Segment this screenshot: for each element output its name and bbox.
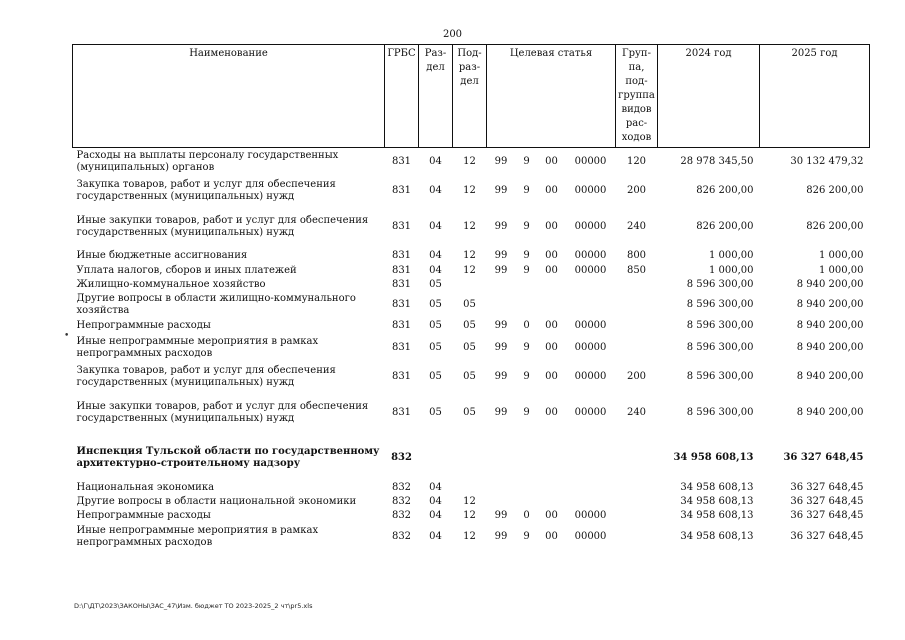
row-amount-2024: 8 596 300,00 — [686, 370, 754, 382]
row-target-program: 99 — [494, 370, 508, 382]
row-podrazdel — [453, 435, 487, 481]
table-row — [73, 278, 870, 292]
row-amount-2024: 1 000,00 — [708, 264, 754, 276]
row-name: Закупка товаров, работ и услуг для обеспечения государственных (муниципальных) нужд — [76, 179, 336, 202]
row-expense-group — [616, 278, 658, 292]
row-name: Расходы на выплаты персоналу государственных (муниципальных) органов — [76, 150, 339, 174]
row-grbs: 831 — [391, 250, 412, 261]
row-podrazdel: 05 — [463, 299, 476, 310]
table-row — [73, 523, 870, 551]
row-grbs: 831 — [391, 185, 412, 196]
row-target-direction — [566, 278, 616, 292]
page-number: 200 — [442, 29, 463, 40]
row-podrazdel: 12 — [463, 530, 476, 542]
row-amount-2025: 8 940 200,00 — [796, 407, 864, 418]
row-amount-2024: 8 596 300,00 — [686, 320, 754, 331]
row-amount-2025: 1 000,00 — [818, 250, 864, 261]
table-row — [73, 481, 870, 495]
row-podrazdel: 05 — [463, 320, 476, 331]
row-name: Другие вопросы в области жилищно-коммунального хозяйства — [76, 293, 356, 316]
row-amount-2025: 36 327 648,45 — [783, 451, 864, 463]
row-target-program: 99 — [494, 341, 508, 353]
table-row — [73, 148, 870, 177]
row-target-program: 99 — [494, 156, 508, 168]
row-amount-2025: 36 327 648,45 — [790, 481, 864, 493]
row-target-direction: 00000 — [574, 530, 607, 542]
header-grbs: ГРБС — [385, 45, 419, 148]
row-target-direction: 00000 — [574, 185, 607, 196]
row-target-main-event: 00 — [545, 221, 558, 232]
row-podrazdel: 12 — [463, 264, 476, 276]
header-name: Наименование — [73, 45, 385, 148]
table-row — [73, 264, 870, 278]
row-name: Иные непрограммные мероприятия в рамках непрограммных расходов — [76, 335, 319, 359]
row-target-subprogram: 9 — [523, 370, 530, 382]
row-grbs: 831 — [391, 370, 412, 382]
row-grbs: 831 — [391, 221, 412, 232]
row-name: Инспекция Тульской области по государственному архитектурно-строительному надзору — [76, 445, 380, 469]
table-row — [73, 392, 870, 435]
row-target-direction: 00000 — [574, 156, 607, 168]
row-name: Непрограммные расходы — [76, 509, 211, 521]
row-grbs: 831 — [391, 156, 412, 168]
row-razdel: 04 — [429, 221, 442, 232]
margin-mark: • — [64, 331, 70, 341]
row-target-main-event: 00 — [545, 185, 558, 196]
row-amount-2025: 36 327 648,45 — [790, 530, 864, 542]
row-target-direction: 00000 — [574, 341, 607, 353]
row-grbs: 832 — [391, 530, 412, 542]
row-target-main-event: 00 — [545, 370, 558, 382]
row-grbs: 832 — [391, 495, 412, 507]
row-razdel: 05 — [429, 407, 442, 418]
row-amount-2025: 36 327 648,45 — [790, 509, 864, 521]
header-razdel: Раз-дел — [419, 45, 453, 148]
row-target-main-event — [538, 495, 566, 509]
row-podrazdel: 12 — [463, 185, 476, 196]
row-grbs: 831 — [391, 299, 412, 310]
row-amount-2025: 1 000,00 — [818, 264, 864, 276]
row-name: Уплата налогов, сборов и иных платежей — [76, 264, 297, 276]
row-amount-2024: 826 200,00 — [696, 185, 754, 196]
row-target-direction: 00000 — [574, 250, 607, 261]
row-razdel: 04 — [429, 530, 442, 542]
row-target-direction — [566, 481, 616, 495]
row-target-direction — [566, 435, 616, 481]
row-razdel: 04 — [429, 156, 442, 168]
row-expense-group — [616, 435, 658, 481]
table-row — [73, 362, 870, 392]
row-target-direction: 00000 — [574, 509, 607, 521]
row-amount-2024: 34 958 608,13 — [680, 495, 754, 507]
row-target-program: 99 — [494, 185, 508, 196]
row-name: Иные непрограммные мероприятия в рамках непрограммных расходов — [76, 524, 319, 548]
header-2025: 2025 год — [760, 45, 870, 148]
row-target-subprogram: 0 — [523, 509, 530, 521]
row-target-main-event: 00 — [545, 407, 558, 418]
row-amount-2025: 8 940 200,00 — [796, 370, 864, 382]
table-row — [73, 319, 870, 334]
header-group: Груп-па, под-группа видов рас-ходов — [616, 45, 658, 148]
row-amount-2024: 8 596 300,00 — [686, 341, 754, 353]
budget-table — [72, 44, 870, 551]
row-razdel — [419, 435, 453, 481]
row-grbs: 831 — [391, 341, 412, 353]
row-expense-group: 240 — [626, 221, 647, 232]
row-name: Национальная экономика — [76, 481, 215, 493]
row-name: Непрограммные расходы — [76, 320, 211, 331]
row-target-direction — [566, 495, 616, 509]
table-row — [73, 509, 870, 523]
row-amount-2025: 826 200,00 — [806, 185, 864, 196]
row-name: Жилищно-коммунальное хозяйство — [76, 278, 266, 290]
row-target-main-event: 00 — [545, 156, 558, 168]
row-amount-2025: 8 940 200,00 — [796, 278, 864, 290]
row-target-program — [487, 292, 516, 319]
row-name: Иные закупки товаров, работ и услуг для обеспечения государственных (муниципальных) нужд — [76, 401, 369, 424]
row-razdel: 05 — [429, 278, 442, 290]
table-body — [73, 148, 870, 551]
row-target-program: 99 — [494, 264, 508, 276]
row-razdel: 04 — [429, 481, 442, 493]
row-podrazdel: 12 — [463, 156, 476, 168]
row-razdel: 05 — [429, 370, 442, 382]
row-grbs: 831 — [391, 407, 412, 418]
row-target-program — [487, 495, 516, 509]
row-target-main-event: 00 — [545, 320, 558, 331]
row-razdel: 05 — [429, 341, 442, 353]
row-amount-2024: 34 958 608,13 — [680, 481, 754, 493]
row-target-main-event: 00 — [545, 530, 558, 542]
row-amount-2024: 1 000,00 — [708, 250, 754, 261]
row-podrazdel — [453, 278, 487, 292]
table-row — [73, 292, 870, 319]
row-target-main-event — [538, 435, 566, 481]
row-target-main-event: 00 — [545, 509, 558, 521]
row-amount-2024: 28 978 345,50 — [680, 156, 754, 168]
row-expense-group — [616, 509, 658, 523]
row-target-direction: 00000 — [574, 221, 607, 232]
row-expense-group: 850 — [626, 264, 647, 276]
row-amount-2025: 8 940 200,00 — [796, 299, 864, 310]
row-podrazdel: 12 — [463, 250, 476, 261]
row-podrazdel: 12 — [463, 509, 476, 521]
row-target-subprogram — [516, 481, 538, 495]
row-expense-group: 120 — [626, 156, 647, 168]
row-target-subprogram — [516, 435, 538, 481]
row-podrazdel — [453, 481, 487, 495]
row-target-main-event — [538, 278, 566, 292]
row-target-subprogram: 0 — [523, 320, 530, 331]
row-razdel: 04 — [429, 185, 442, 196]
row-target-subprogram: 9 — [523, 250, 530, 261]
row-name: Закупка товаров, работ и услуг для обеспечения государственных (муниципальных) нужд — [76, 364, 336, 388]
header-target: Целевая статья — [487, 45, 616, 148]
row-podrazdel: 05 — [463, 370, 476, 382]
row-expense-group — [616, 319, 658, 334]
row-grbs: 831 — [391, 320, 412, 331]
table-row — [73, 206, 870, 249]
row-name: Другие вопросы в области национальной экономики — [76, 495, 357, 507]
table-row — [73, 177, 870, 206]
row-target-main-event: 00 — [545, 250, 558, 261]
row-target-direction: 00000 — [574, 407, 607, 418]
row-expense-group — [616, 523, 658, 551]
row-target-subprogram: 9 — [523, 530, 530, 542]
row-amount-2024: 826 200,00 — [696, 221, 754, 232]
row-expense-group — [616, 292, 658, 319]
row-target-main-event: 00 — [545, 264, 558, 276]
row-target-subprogram — [516, 495, 538, 509]
row-target-program: 99 — [494, 509, 508, 521]
row-amount-2024: 34 958 608,13 — [680, 530, 754, 542]
row-target-subprogram — [516, 278, 538, 292]
row-target-program: 99 — [494, 530, 508, 542]
row-target-program — [487, 278, 516, 292]
row-grbs: 832 — [391, 481, 412, 493]
row-target-main-event: 00 — [545, 341, 558, 353]
row-target-program — [487, 435, 516, 481]
row-target-subprogram: 9 — [523, 156, 530, 168]
table-row — [73, 435, 870, 481]
row-target-direction: 00000 — [574, 370, 607, 382]
row-expense-group — [616, 495, 658, 509]
row-target-subprogram: 9 — [523, 221, 530, 232]
row-target-subprogram: 9 — [523, 341, 530, 353]
row-target-subprogram: 9 — [523, 185, 530, 196]
row-target-program: 99 — [494, 407, 508, 418]
row-razdel: 04 — [429, 250, 442, 261]
row-target-program: 99 — [494, 221, 508, 232]
row-target-subprogram: 9 — [523, 264, 530, 276]
row-grbs: 831 — [391, 264, 412, 276]
row-target-main-event — [538, 481, 566, 495]
row-target-main-event — [538, 292, 566, 319]
row-expense-group: 240 — [626, 407, 647, 418]
row-razdel: 04 — [429, 264, 442, 276]
row-expense-group: 200 — [626, 370, 647, 382]
table-header-row — [73, 45, 870, 148]
row-grbs: 832 — [391, 451, 412, 463]
row-target-direction — [566, 292, 616, 319]
row-grbs: 832 — [391, 509, 412, 521]
row-razdel: 04 — [429, 509, 442, 521]
row-amount-2024: 34 958 608,13 — [673, 451, 754, 463]
header-2024: 2024 год — [658, 45, 760, 148]
row-amount-2025: 826 200,00 — [806, 221, 864, 232]
table-row — [73, 495, 870, 509]
row-amount-2024: 34 958 608,13 — [680, 509, 754, 521]
row-target-direction: 00000 — [574, 264, 607, 276]
row-target-program — [487, 481, 516, 495]
row-expense-group: 800 — [626, 250, 647, 261]
row-target-subprogram — [516, 292, 538, 319]
row-target-direction: 00000 — [574, 320, 607, 331]
row-podrazdel: 05 — [463, 341, 476, 353]
row-podrazdel: 12 — [463, 495, 476, 507]
row-grbs: 831 — [391, 278, 412, 290]
row-podrazdel: 05 — [463, 407, 476, 418]
row-name: Иные бюджетные ассигнования — [76, 250, 248, 261]
row-expense-group — [616, 481, 658, 495]
row-expense-group — [616, 334, 658, 362]
row-target-program: 99 — [494, 320, 508, 331]
table-row — [73, 334, 870, 362]
row-name: Иные закупки товаров, работ и услуг для обеспечения государственных (муниципальных) нужд — [76, 215, 369, 238]
row-expense-group: 200 — [626, 185, 647, 196]
table-row — [73, 249, 870, 264]
row-target-program: 99 — [494, 250, 508, 261]
row-target-subprogram: 9 — [523, 407, 530, 418]
footer-file-path: D:\Г\ДТ\2023\ЗАКОНЫ\ЗАС_47\Изм. бюджет ТО 2023-2025_2 чт\pr5.xls — [74, 602, 313, 610]
header-podrazdel: Под-раз-дел — [453, 45, 487, 148]
row-amount-2024: 8 596 300,00 — [686, 278, 754, 290]
row-amount-2025: 36 327 648,45 — [790, 495, 864, 507]
row-podrazdel: 12 — [463, 221, 476, 232]
row-amount-2024: 8 596 300,00 — [686, 407, 754, 418]
row-razdel: 05 — [429, 299, 442, 310]
row-razdel: 04 — [429, 495, 442, 507]
row-amount-2025: 30 132 479,32 — [790, 156, 864, 168]
row-razdel: 05 — [429, 320, 442, 331]
row-amount-2024: 8 596 300,00 — [686, 299, 754, 310]
row-amount-2025: 8 940 200,00 — [796, 320, 864, 331]
row-amount-2025: 8 940 200,00 — [796, 341, 864, 353]
